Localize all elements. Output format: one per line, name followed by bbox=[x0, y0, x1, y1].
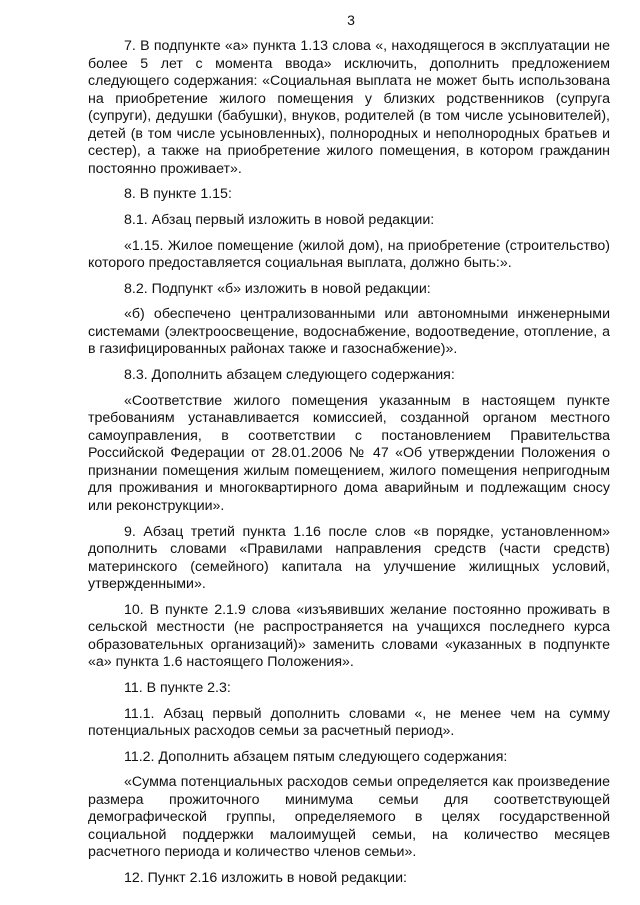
paragraph-quote-b: «б) обеспечено централизованными или автономными инженерными системами (электроосвещение, водоснабжение, водоотведение, отопление, а в газифицированных районах также и газоснабжение)». bbox=[88, 306, 610, 358]
paragraph-quote-1-15: «1.15. Жилое помещение (жилой дом), на приобретение (строительство) которого предоставляется социальная выплата, должно быть:». bbox=[88, 237, 610, 272]
paragraph-item-10: 10. В пункте 2.1.9 слова «изъявивших желание постоянно проживать в сельской местности (не распространяется на учащихся последнего курса образовательных организаций)» заменить словами «указанных в подпункте «а» пункта 1.6 настоящего Положения». bbox=[88, 601, 610, 671]
paragraph-item-9: 9. Абзац третий пункта 1.16 после слов «в порядке, установленном» дополнить словами «Правилами направления средств (части средств) материнского (семейного) капитала на улучшение жилищных условий, утвержденными». bbox=[88, 523, 610, 592]
paragraph-quote-expenses: «Сумма потенциальных расходов семьи определяется как произведение размера прожиточного минимума семьи для соответствующей демографической группы, определяемого в целях государственной социальной поддержки малоимущей семьи, на количество месяцев расчетного периода и количество членов семьи». bbox=[88, 774, 610, 861]
paragraph-item-8-3: 8.3. Дополнить абзацем следующего содержания: bbox=[124, 367, 455, 384]
paragraph-quote-compliance: «Соответствие жилого помещения указанным в настоящем пункте требованиям устанавливается комиссией, созданной органом местного самоуправления, в соответствии с постановлением Правительства Российской Федерации от 28.01.2006 № 47 «Об утверждении Положения о признании помещения жилым помещением, жилого помещения непригодным для проживания и многоквартирного дома аварийным и подлежащим сносу или реконструкции». bbox=[88, 392, 610, 514]
paragraph-item-8-1: 8.1. Абзац первый изложить в новой редакции: bbox=[124, 211, 435, 228]
paragraph-item-11-2: 11.2. Дополнить абзацем пятым следующего содержания: bbox=[124, 748, 508, 765]
paragraph-item-8: 8. В пункте 1.15: bbox=[124, 186, 232, 203]
paragraph-item-12: 12. Пункт 2.16 изложить в новой редакции: bbox=[124, 870, 407, 887]
paragraph-item-8-2: 8.2. Подпункт «б» изложить в новой редакции: bbox=[124, 280, 431, 297]
document-body bbox=[88, 38, 610, 888]
paragraph-item-11-1: 11.1. Абзац первый дополнить словами «, не менее чем на сумму потенциальных расходов семьи за расчетный период». bbox=[88, 705, 610, 740]
page-number: 3 bbox=[347, 12, 355, 28]
paragraph-item-7: 7. В подпункте «а» пункта 1.13 слова «, находящегося в эксплуатации не более 5 лет с момента ввода» исключить, дополнить предложением следующего содержания: «Социальная выплата не может быть использована на приобретение жилого помещения у близких родственников (супруга (супруги), дедушки (бабушки), внуков, родителей (в том числе усыновителей), детей (в том числе усыновленных), полнородных и неполнородных братьев и сестер), а также на приобретение жилого помещения, в котором гражданин постоянно проживает». bbox=[88, 38, 610, 177]
paragraph-item-11: 11. В пункте 2.3: bbox=[124, 679, 231, 696]
